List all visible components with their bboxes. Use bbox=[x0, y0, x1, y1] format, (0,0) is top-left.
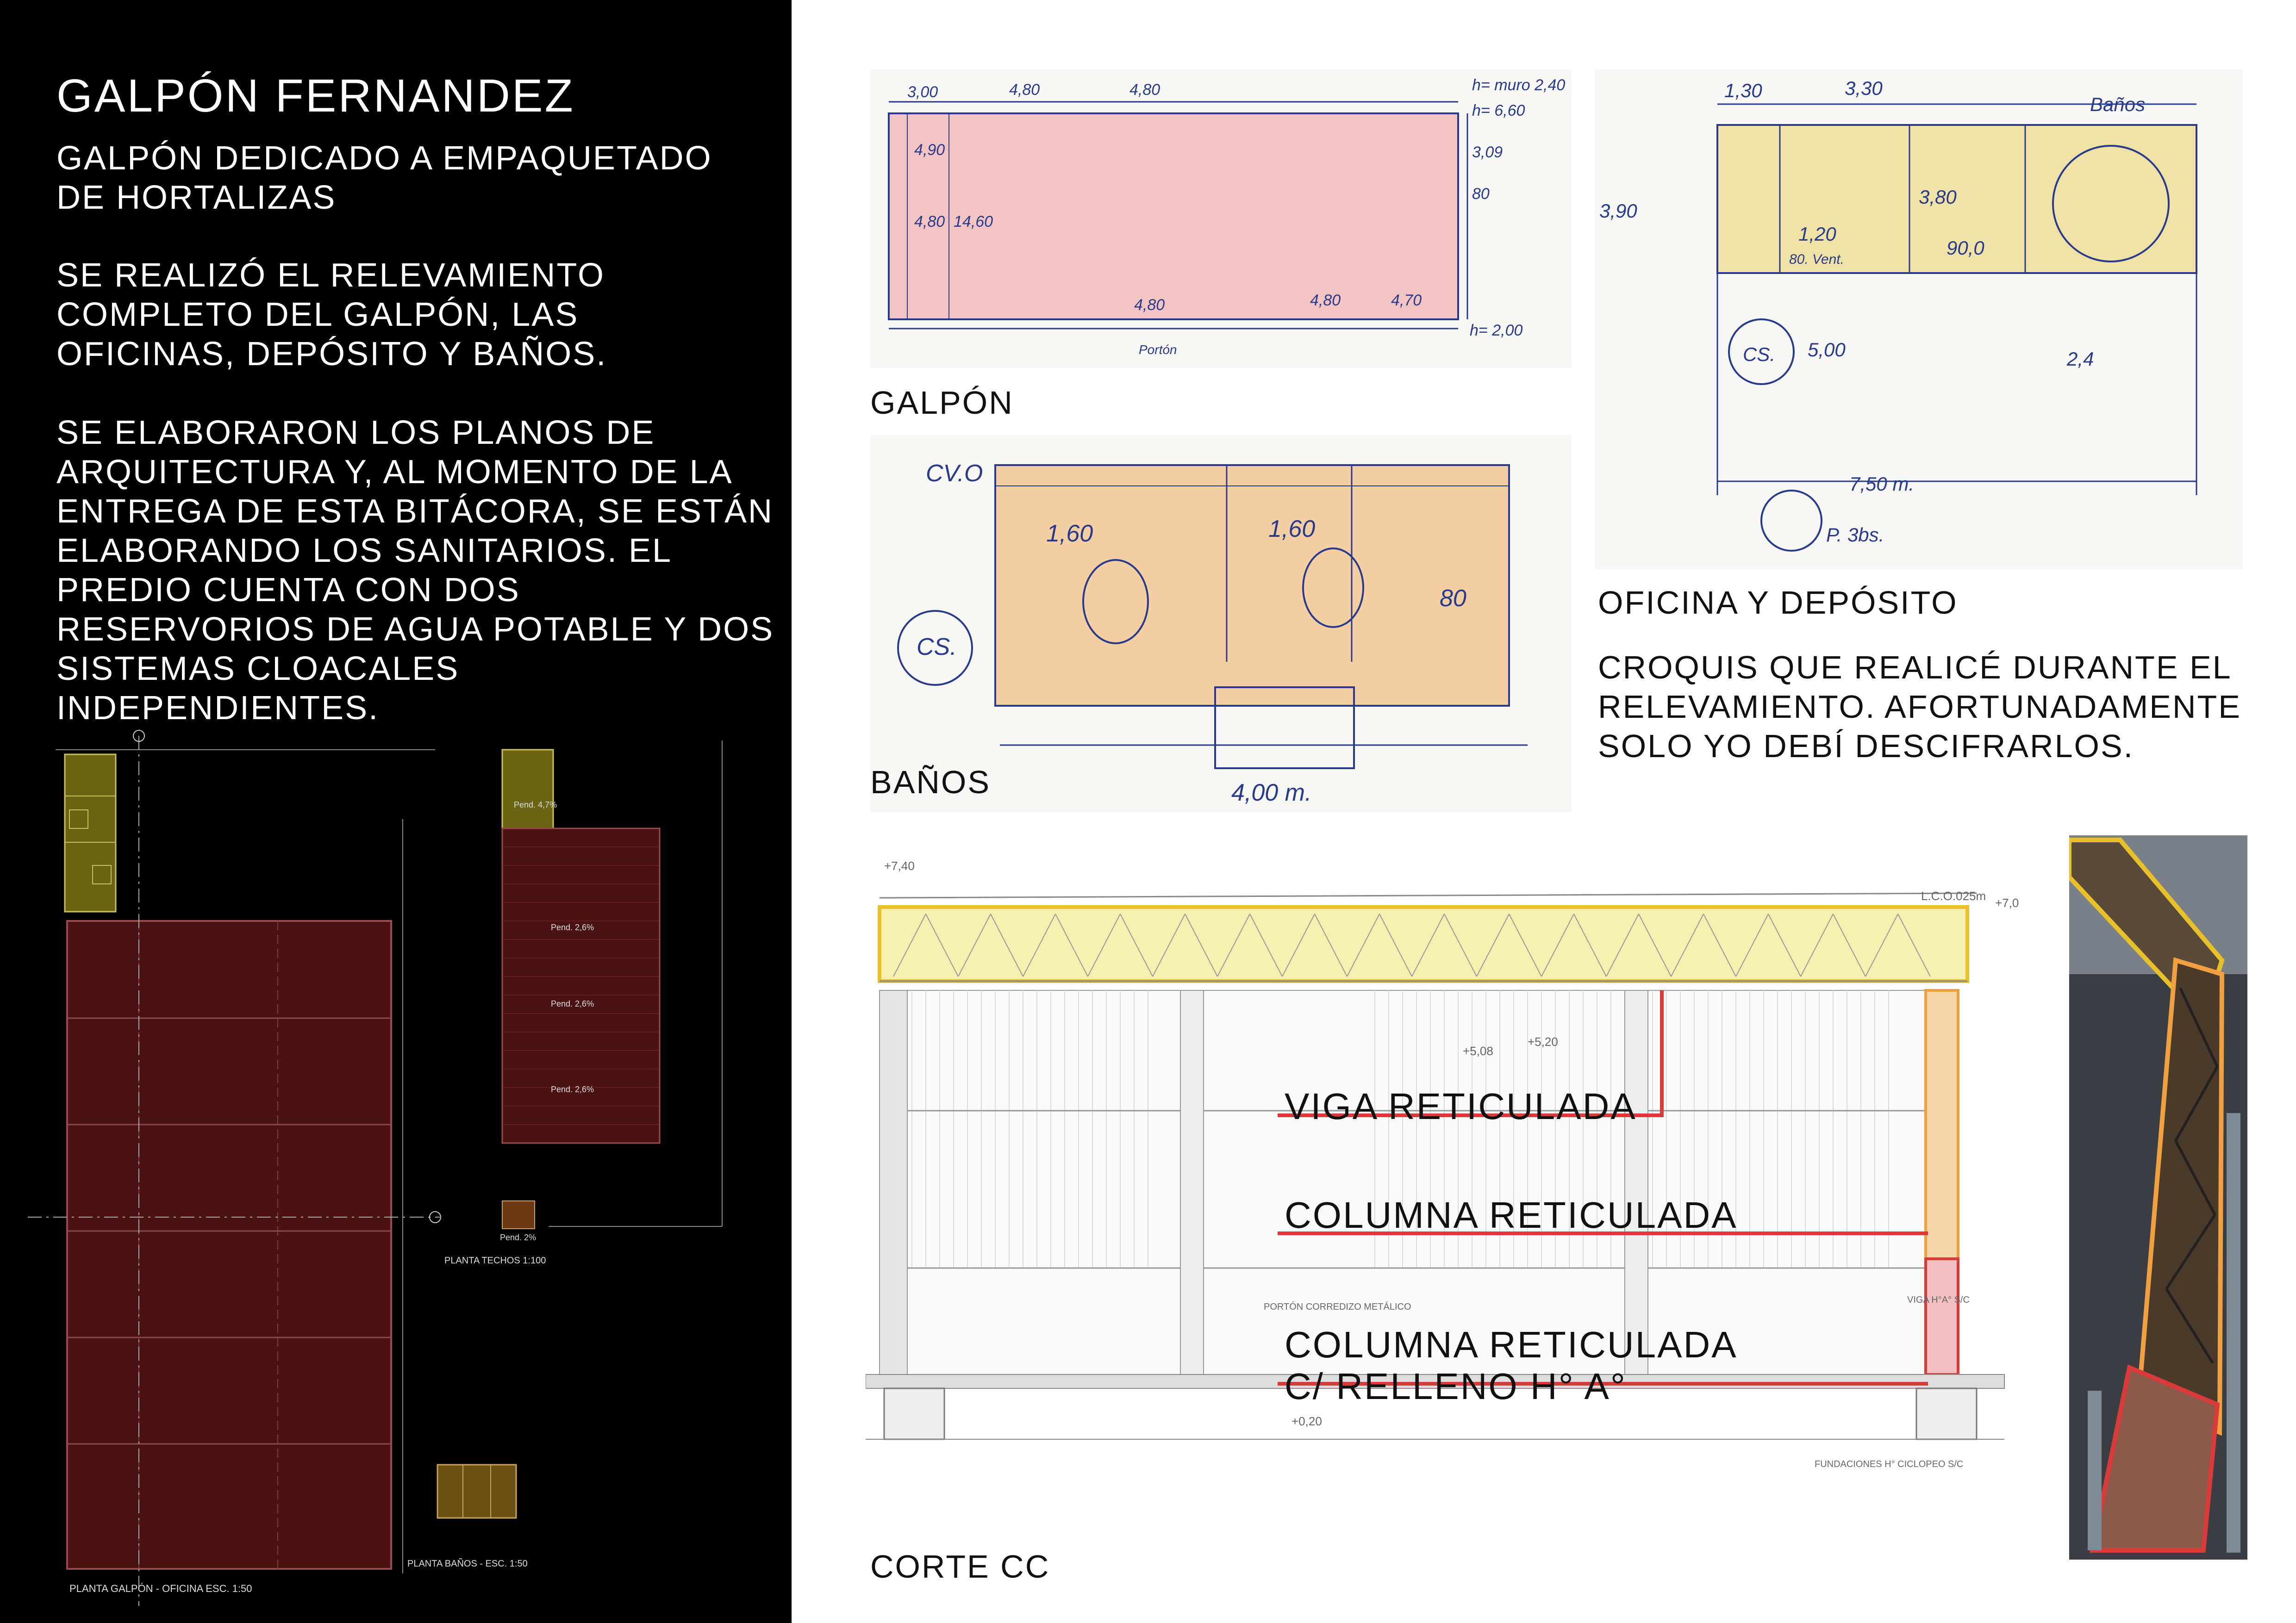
galpon-sketch-v1: 4,90 bbox=[914, 141, 945, 159]
description-paragraph-1: GALPÓN DEDICADO A EMPAQUETADO DE HORTALIZAS bbox=[56, 140, 712, 216]
plan-techos-caption: PLANTA TECHOS 1:100 bbox=[444, 1256, 546, 1266]
oficina-sketch-d6: 90,0 bbox=[1947, 237, 1984, 259]
fundaciones-label: FUNDACIONES H° CICLOPEO S/C bbox=[1815, 1459, 1964, 1469]
page-title: GALPÓN FERNANDEZ bbox=[56, 70, 575, 122]
galpon-sketch-h1: h= muro 2,40 bbox=[1472, 76, 1566, 94]
galpon-sketch-v2: 4,80 bbox=[914, 213, 945, 230]
banos-sketch-d2: 1,60 bbox=[1268, 516, 1316, 542]
level-low: +0,20 bbox=[1292, 1414, 1322, 1428]
callout-columna-reticulada: COLUMNA RETICULADA bbox=[1285, 1194, 1738, 1236]
galpon-sketch-b2: 4,80 bbox=[1310, 292, 1341, 309]
banos-sketch-d3: 80 bbox=[1440, 585, 1466, 612]
oficina-sketch-d5: 3,80 bbox=[1919, 186, 1957, 208]
floor-plans-drawing bbox=[0, 727, 792, 1623]
roof-office-block bbox=[502, 750, 553, 828]
callout-columna-relleno-1: COLUMNA RETICULADA bbox=[1285, 1324, 1738, 1365]
left-panel bbox=[0, 0, 792, 1623]
oficina-sketch-d7: 5,00 bbox=[1808, 339, 1846, 361]
description-paragraph-2: SE REALIZÓ EL RELEVAMIENTO COMPLETO DEL GALPÓN, LAS OFICINAS, DEPÓSITO Y BAÑOS. bbox=[56, 257, 607, 373]
banos-sketch-width: 4,00 m. bbox=[1231, 779, 1312, 806]
galpon-sketch-dim-1: 3,00 bbox=[907, 83, 938, 101]
roof-plan bbox=[502, 828, 660, 1143]
banos-label: BAÑOS bbox=[870, 764, 991, 800]
level-right: +7,0 bbox=[1995, 896, 2019, 910]
porton-label: PORTÓN CORREDIZO METÁLICO bbox=[1264, 1302, 1411, 1312]
oficina-label: OFICINA Y DEPÓSITO bbox=[1598, 585, 1958, 621]
oficina-sketch-banos: Baños bbox=[2090, 93, 2146, 115]
oficina-sketch-d3: 3,90 bbox=[1599, 200, 1637, 222]
galpon-sketch-dim-3: 4,80 bbox=[1129, 81, 1160, 99]
plan-galpon-caption: PLANTA GALPÓN - OFICINA ESC. 1:50 bbox=[69, 1583, 252, 1594]
sketches-caption: CROQUIS QUE REALICÉ DURANTE EL RELEVAMIENTO. AFORTUNADAMENTE SOLO YO DEBÍ DESCIFRARLOS. bbox=[1598, 649, 2241, 764]
roof-slope-label-2: Pend. 2,6% bbox=[551, 923, 594, 932]
oficina-sketch-d8: 2,4 bbox=[2067, 348, 2094, 370]
oficina-sketch-d9: 7,50 m. bbox=[1849, 473, 1915, 495]
level-top: +7,40 bbox=[884, 859, 915, 873]
structure-photo-drawing bbox=[2069, 835, 2247, 1560]
oficina-sketch-d2: 3,30 bbox=[1845, 77, 1883, 99]
galpon-sketch-dim-2: 4,80 bbox=[1009, 81, 1040, 99]
galpon-sketch-drawing bbox=[870, 69, 1572, 368]
galpon-sketch-b1: 4,80 bbox=[1134, 296, 1165, 314]
banos-sketch-cs: CS. bbox=[917, 634, 957, 660]
columna-relleno-highlight bbox=[1926, 1259, 1958, 1374]
galpon-sketch-porton: Portón bbox=[1139, 342, 1177, 357]
galpon-sketch-b3: 4,70 bbox=[1391, 292, 1422, 309]
roof-slope-label-1: Pend. 4,7% bbox=[514, 800, 557, 809]
roof-slope-label-3: Pend. 2,6% bbox=[551, 999, 594, 1008]
oficina-sketch-vent: 80. Vent. bbox=[1789, 252, 1844, 267]
oficina-sketch-d1: 1,30 bbox=[1724, 80, 1762, 101]
structure-photo bbox=[2069, 835, 2247, 1560]
banos-plan bbox=[437, 1465, 516, 1518]
callout-columna-relleno-2: C/ RELLENO H° A° bbox=[1285, 1366, 1627, 1407]
galpon-sketch-h2: h= 6,60 bbox=[1472, 102, 1525, 119]
roof-slope-label-4: Pend. 2,6% bbox=[551, 1085, 594, 1094]
banos-sketch-d1: 1,60 bbox=[1046, 520, 1093, 547]
oficina-sketch bbox=[1595, 69, 2243, 569]
galpon-sketch-h3: h= 2,00 bbox=[1470, 322, 1523, 339]
plan-banos-caption: PLANTA BAÑOS - ESC. 1:50 bbox=[407, 1559, 528, 1569]
roof-slope-label-5: Pend. 2% bbox=[500, 1233, 537, 1242]
oficina-sketch-d4: 1,20 bbox=[1798, 223, 1836, 245]
oficina-sketch-p: P. 3bs. bbox=[1826, 524, 1884, 546]
viga-ha-label: VIGA H°A° S/C bbox=[1907, 1295, 1970, 1305]
lc-label: L.C.O.025m bbox=[1921, 889, 1986, 903]
galpon-sketch-r1: 3,09 bbox=[1472, 143, 1503, 161]
galpon-sketch-r2: 80 bbox=[1472, 185, 1490, 203]
office-block bbox=[65, 754, 116, 912]
galpon-sketch bbox=[870, 69, 1572, 368]
oficina-sketch-cs: CS. bbox=[1743, 343, 1776, 365]
level-mid-2: +5,20 bbox=[1528, 1035, 1558, 1049]
level-mid-1: +5,08 bbox=[1463, 1044, 1493, 1058]
callout-viga-reticulada: VIGA RETICULADA bbox=[1285, 1086, 1637, 1127]
description-paragraph-3: SE ELABORARON LOS PLANOS DE ARQUITECTURA Y, AL MOMENTO DE LA ENTREGA DE ESTA BITÁCORA, SE ESTÁN ELABORANDO LOS SANITARIOS. EL PREDIO CUENTA CON DOS RESERVORIOS DE AGUA POTABLE Y DOS SISTEMAS CLOACALES INDEPENDIENTES. bbox=[56, 414, 774, 727]
banos-sketch-drawing bbox=[870, 435, 1572, 812]
oficina-sketch-drawing bbox=[1595, 69, 2243, 569]
galpon-sketch-v3: 14,60 bbox=[954, 213, 993, 230]
galpon-label: GALPÓN bbox=[870, 385, 1014, 421]
banos-sketch bbox=[870, 435, 1572, 812]
banos-sketch-cv: CV.O bbox=[926, 460, 983, 487]
section-label: CORTE CC bbox=[870, 1548, 1050, 1585]
